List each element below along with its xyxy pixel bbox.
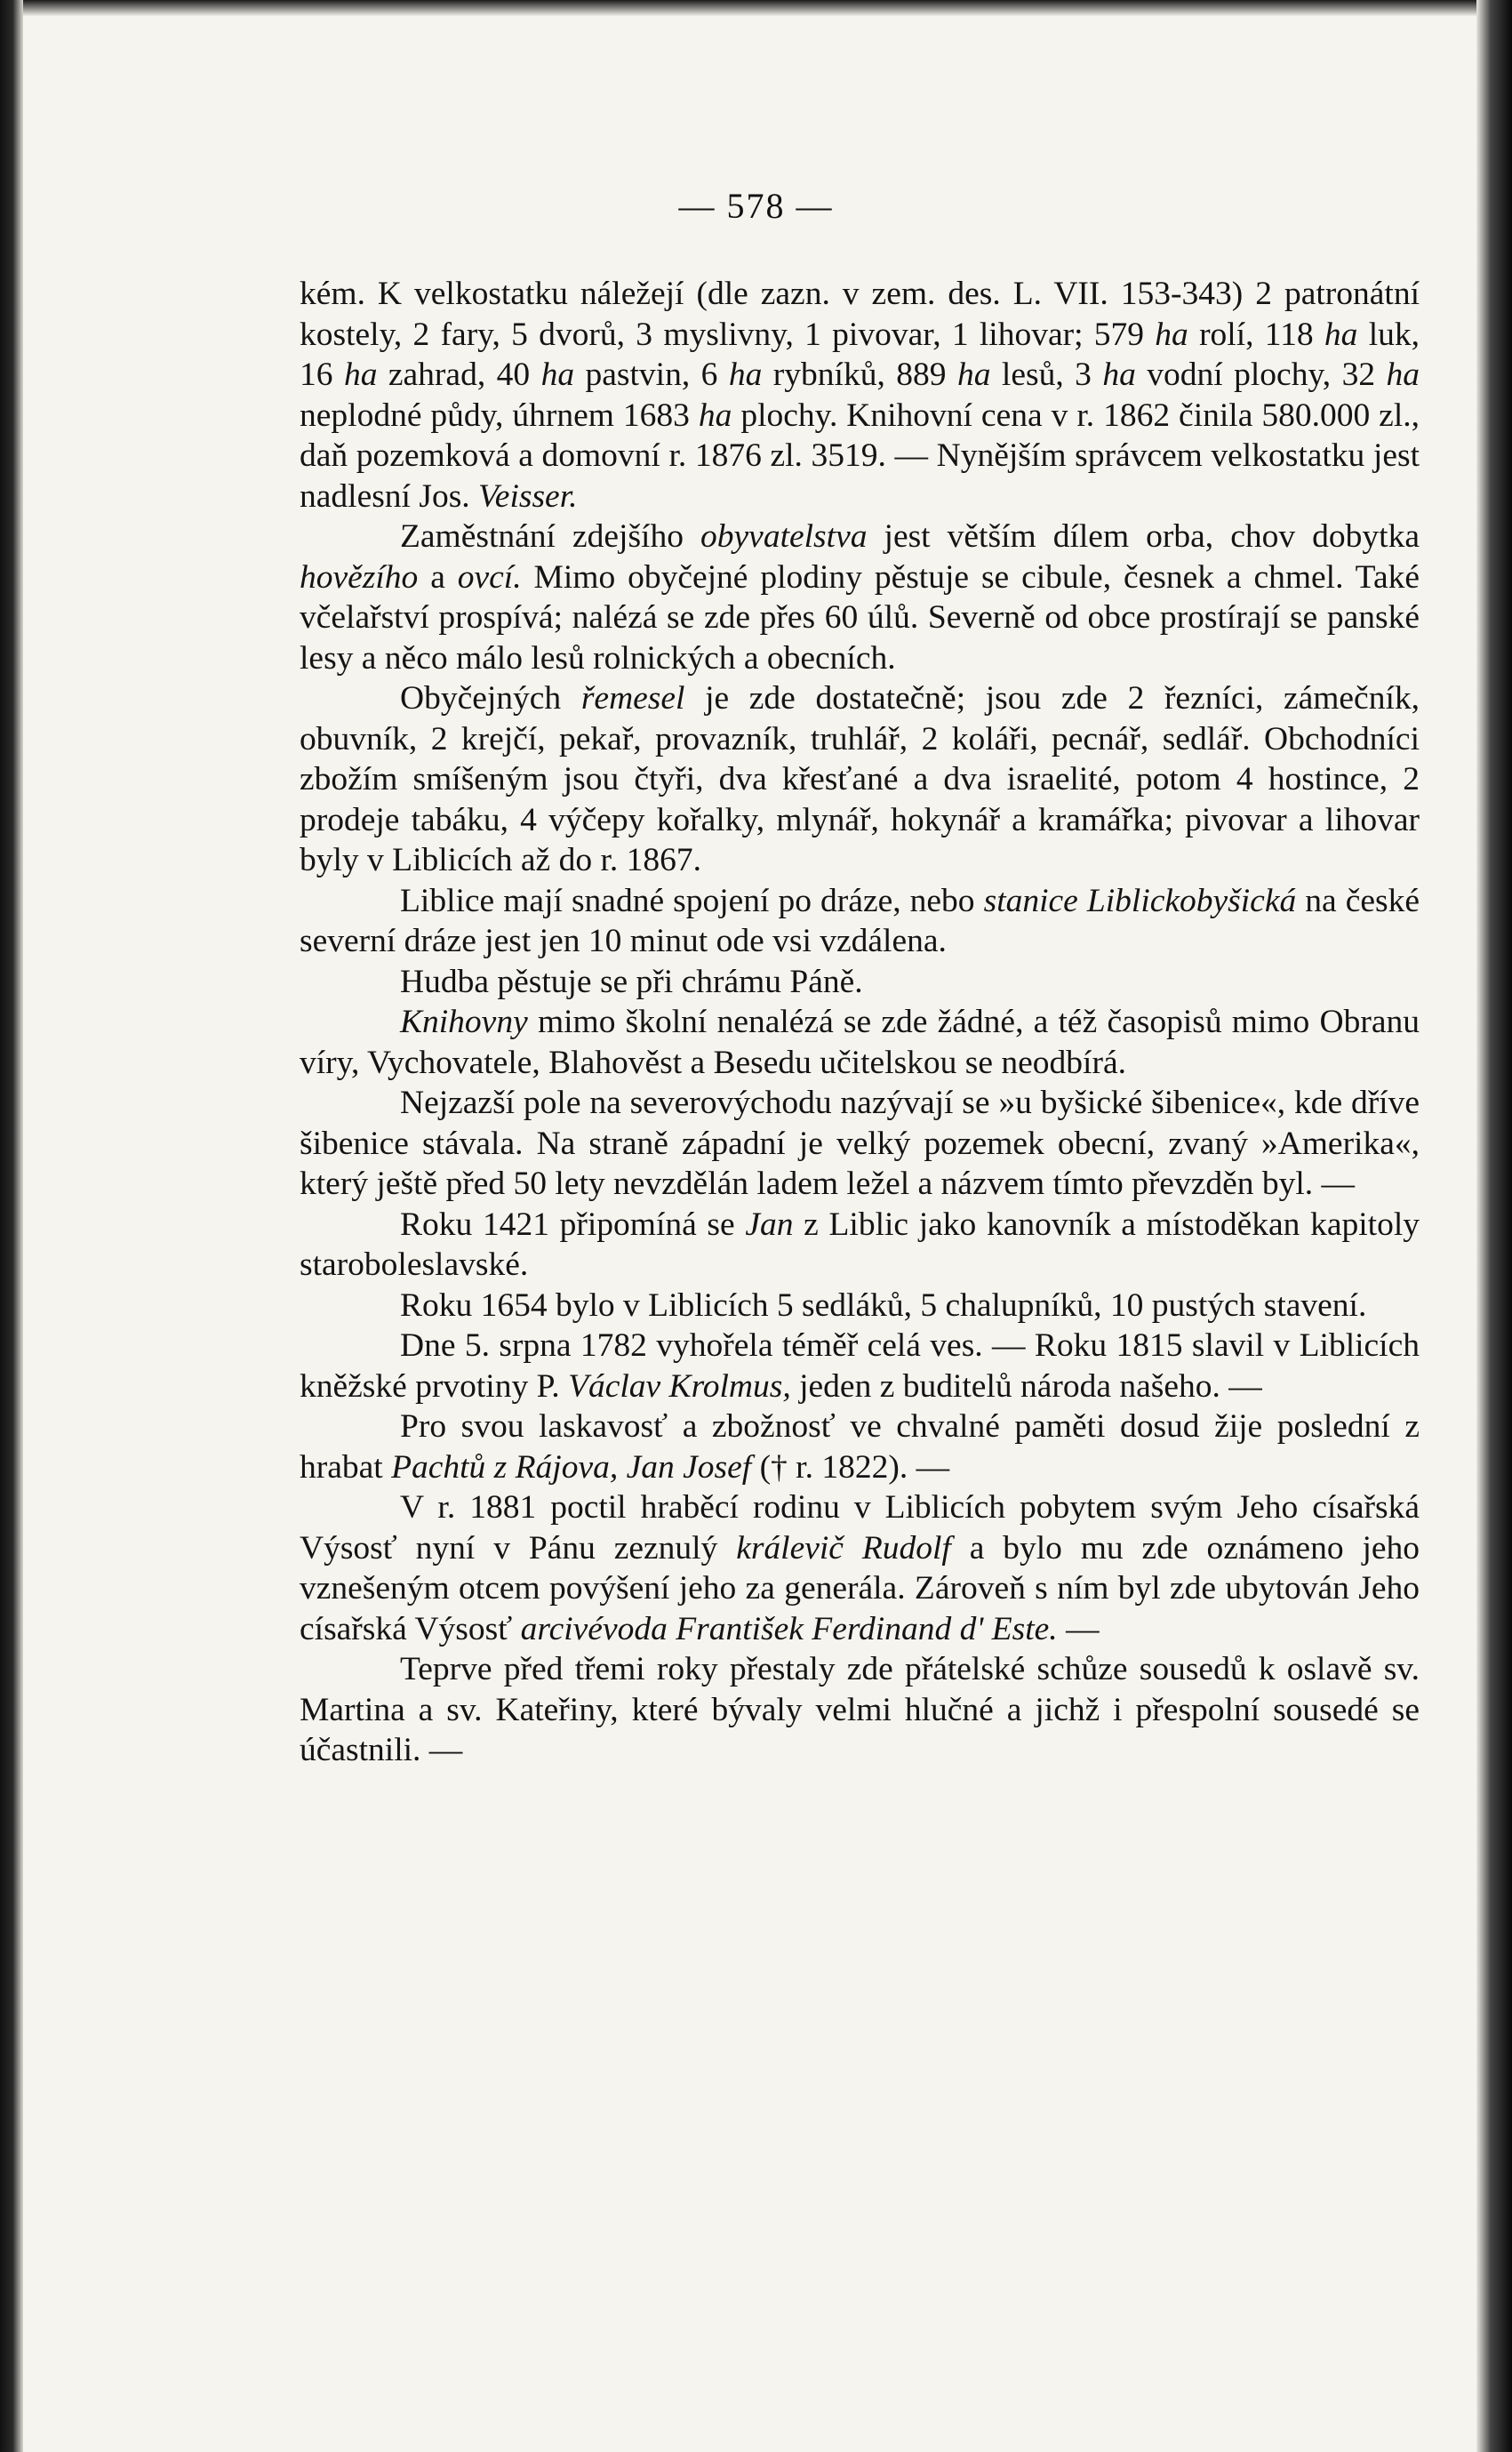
text-run: pastvin, 6: [574, 357, 729, 393]
italic-text: ha: [1102, 357, 1136, 393]
text-run: vodní plochy, 32: [1135, 357, 1387, 393]
italic-text: ha: [1155, 316, 1188, 353]
text-run: jest větším dílem orba, chov dobytka: [867, 518, 1420, 555]
italic-text: řemesel: [580, 680, 685, 717]
italic-text: ha: [1386, 357, 1420, 393]
scan-shadow-left: [0, 0, 23, 2452]
text-run: Teprve před třemi roky přestaly zde přátelské schůze sousedů k oslavě sv. Martina a sv. Kateřiny, které bývaly velmi hlučné a jichž i přespolní sousedé se účastnili. —: [300, 1651, 1420, 1768]
italic-text: ha: [728, 357, 763, 393]
italic-text: ha: [343, 357, 378, 393]
text-run: rolí, 118: [1188, 316, 1324, 353]
paragraph-year1421: [300, 1205, 1420, 1286]
text-run: a bylo mu zde oznámeno jeho vznešeným otcem povýšení jeho za generála. Zároveň s ním byl zde ubytován Jeho císařská Výsosť: [300, 1529, 1420, 1647]
text-run: kém. K velkostatku náležejí (dle zazn. v zem. des. L. VII. 153-343) 2 patronátní kostely, 2 fary, 5 dvorů, 3 myslivny, 1 pivovar, 1 lihovar; 579: [300, 276, 1420, 353]
italic-text: Václav Krolmus,: [568, 1367, 791, 1405]
paragraph-railway: [300, 881, 1420, 962]
paragraph-estate: [300, 274, 1420, 517]
text-run: Nejzazší pole na severovýchodu nazývají se »u byšické šibenice«, kde dříve šibenice stávala. Na straně západní je velký pozemek obecní, zvaný »Amerika«, který ještě před 50 lety nevzdělán ladem ležel a názvem tímto převzděn byl. —: [300, 1085, 1420, 1202]
text-run: luk, 16: [300, 316, 1420, 393]
paragraph-libraries: [300, 1002, 1420, 1083]
paragraph-year1654: [300, 1286, 1420, 1326]
text-run: neplodné půdy, úhrnem 1683: [300, 397, 699, 434]
text-run: († r. 1822). —: [751, 1448, 950, 1486]
text-run: Obyčejných: [400, 680, 581, 717]
italic-text: ovcí.: [457, 558, 522, 596]
scan-shadow-right: [1476, 0, 1512, 2452]
text-run: Roku 1421 připomíná se: [400, 1206, 746, 1243]
body-text: [300, 274, 1420, 1771]
italic-text: hovězího: [300, 558, 419, 596]
text-run: V r. 1881 poctil hraběcí rodinu v Liblicích pobytem svým Jeho císařská Výsosť nyní v Pánu zeznulý: [300, 1489, 1420, 1567]
paragraph-year1881: [300, 1487, 1420, 1649]
text-run: rybníků, 889: [762, 357, 957, 393]
text-run: Hudba pěstuje se při chrámu Páně.: [400, 963, 863, 1000]
paragraph-gatherings: [300, 1649, 1420, 1771]
italic-text: arcivévoda František Ferdinand d' Este.: [520, 1610, 1058, 1647]
text-run: zahrad, 40: [377, 357, 541, 393]
text-run: Dne 5. srpna 1782 vyhořela téměř celá ves. — Roku 1815 slavil v Liblicích kněžské prvotiny P.: [300, 1327, 1420, 1405]
italic-text: ha: [540, 357, 575, 393]
italic-text: ha: [956, 357, 991, 393]
italic-text: králevič Rudolf: [736, 1529, 951, 1567]
text-run: Roku 1654 bylo v Liblicích 5 sedláků, 5 chalupníků, 10 pustých stavení.: [400, 1286, 1367, 1324]
paragraph-occupation: [300, 517, 1420, 678]
text-run: Pro svou laskavosť a zbožnosť ve chvalné paměti dosud žije poslední z hrabat: [300, 1408, 1420, 1486]
text-run: lesů, 3: [990, 357, 1103, 393]
paragraph-field: [300, 1083, 1420, 1205]
italic-text: ha: [698, 397, 732, 434]
italic-text: stanice Liblickobyšická: [983, 882, 1297, 919]
text-run: —: [1057, 1610, 1100, 1647]
text-run: mimo školní nenalézá se zde žádné, a též časopisů mimo Obranu víry, Vychovatele, Blahověst a Besedu učitelskou se neodbírá.: [300, 1004, 1420, 1081]
page-number: — 578 —: [678, 186, 834, 226]
text-run: na české severní dráze jest jen 10 minut ode vsi vzdálena.: [300, 882, 1420, 959]
paragraph-music: [300, 962, 1420, 1003]
italic-text: ha: [1324, 316, 1358, 353]
paragraph-fire1782: [300, 1326, 1420, 1406]
italic-text: Veisser.: [478, 477, 578, 515]
text-run: plochy. Knihovní cena v r. 1862 činila 580.000 zl., daň pozemková a domovní r. 1876 zl. 3519. — Nynějším správcem velkostatku jest nadlesní Jos.: [300, 397, 1420, 515]
scan-shadow-top: [0, 0, 1512, 16]
text-run: a: [418, 558, 458, 596]
text-run: Liblice mají snadné spojení po dráze, nebo: [400, 882, 984, 919]
text-run: je zde dostatečně; jsou zde 2 řezníci, zámečník, obuvník, 2 krejčí, pekař, provazník, truhlář, 2 koláři, pecnář, sedlář. Obchodníci zbožím smíšeným jsou čtyři, dva křesťané a dva israelité, potom 4 hostince, 2 prodeje tabáku, 4 výčepy kořalky, mlynář, hokynář a kramářka; pivovar a lihovar byly v Liblicích až do r. 1867.: [300, 680, 1420, 878]
text-run: z Liblic jako kanovník a místoděkan kapitoly staroboleslavské.: [300, 1206, 1420, 1283]
italic-text: Knihovny: [400, 1004, 528, 1040]
italic-text: Jan: [745, 1206, 794, 1243]
paragraph-pachta: [300, 1406, 1420, 1487]
text-run: jeden z buditelů národa našeho. —: [790, 1367, 1262, 1405]
text-run: Zaměstnání zdejšího: [400, 518, 701, 555]
text-run: Mimo obyčejné plodiny pěstuje se cibule, česnek a chmel. Také včelařství prospívá; nalézá se zde přes 60 úlů. Severně od obce prostírají se panské lesy a něco málo lesů rolnických a obecních.: [300, 558, 1420, 677]
paragraph-crafts: [300, 678, 1420, 881]
italic-text: obyvatelstva: [700, 518, 868, 555]
italic-text: Pachtů z Rájova, Jan Josef: [391, 1448, 752, 1486]
